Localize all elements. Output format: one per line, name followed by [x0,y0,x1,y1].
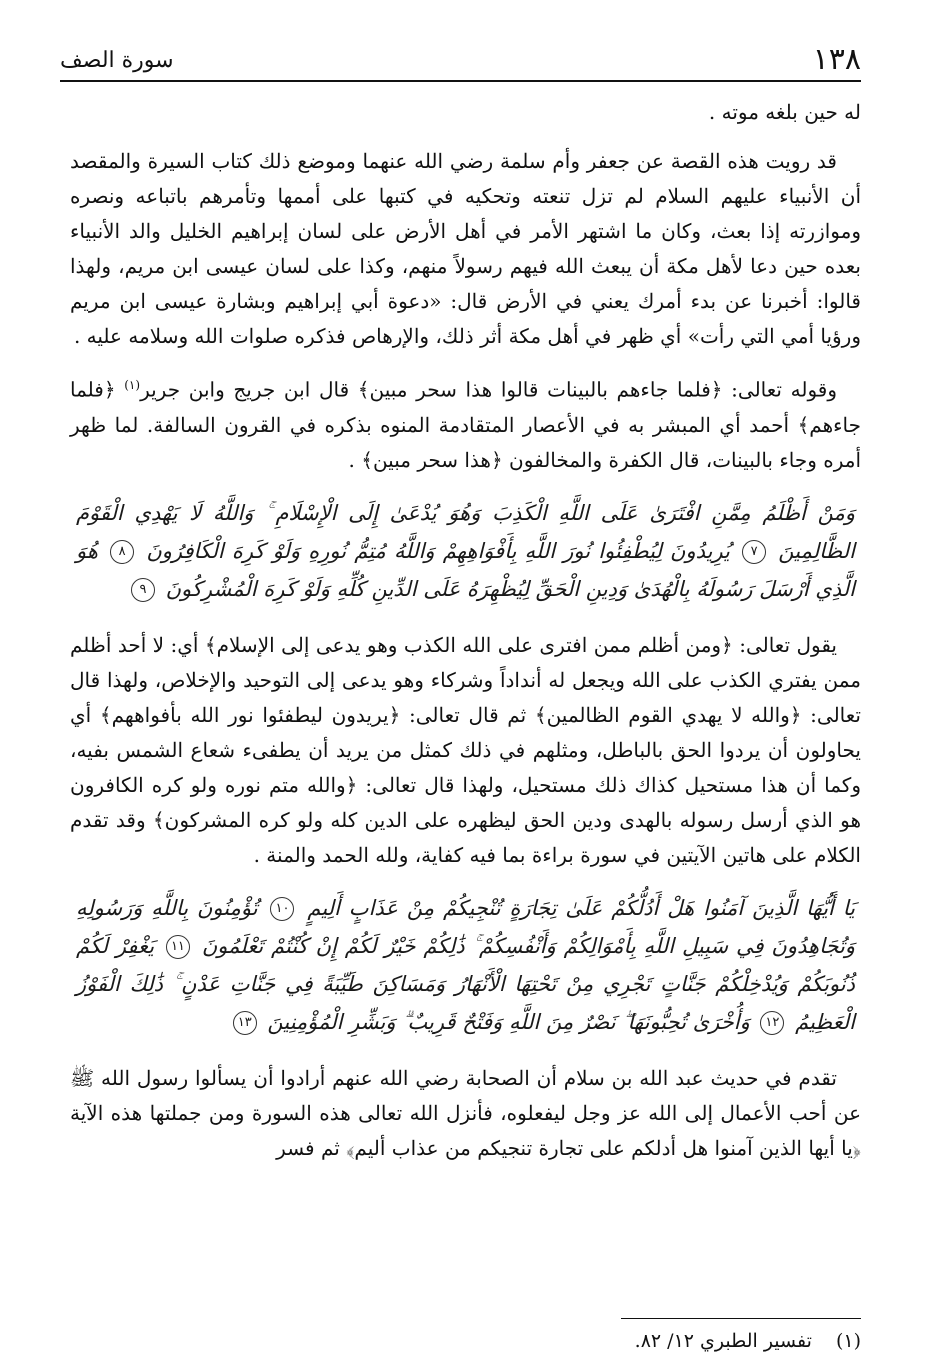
paragraph: قد رويت هذه القصة عن جعفر وأم سلمة رضي الله عنهما وموضع ذلك كتاب السيرة والمقصد أن الأنبياء عليهم السلام لم تزل تنعته وتحكيه في كتبها على أممها وتأمرهم باتباعه ونصره وموازرته إذا بعث، وكان ما اشتهر الأمر في أهل الأرض على لسان إبراهيم الخليل والد الأنبياء بعده حين دعا لأهل مكة أن يبعث الله فيهم رسولاً منهم، وكذا على لسان عيسى ابن مريم، ولهذا قالوا: أخبرنا عن بدء أمرك يعني في الأرض قال: «دعوة أبي إبراهيم وبشارة عيسى ابن مريم ورؤيا أمي التي رأت» أي ظهر في أهل مكة أثر ذلك، والإرهاص فذكره صلوات الله وسلامه عليه . [70,149,861,348]
ayah-number-marker: ٧ [742,540,766,564]
quran-verse: يَا أَيُّهَا الَّذِينَ آمَنُوا هَلْ أَدُلُّكُمْ عَلَىٰ تِجَارَةٍ تُنْجِيكُمْ مِنْ عَذَابٍ أَلِيمٍ [307,895,855,920]
quran-verse: وَمَنْ أَظْلَمُ مِمَّنِ افْتَرَىٰ عَلَى اللَّهِ الْكَذِبَ وَهُوَ يُدْعَىٰ إِلَى الْإِسْلَامِ ۚ وَاللَّهُ لَا يَهْدِي الْقَوْمَ الظَّالِمِينَ [76,500,855,563]
footnote-reference: (١) [124,378,141,392]
footnote [70,1327,861,1355]
ayah-number-marker: ٩ [131,578,155,602]
paragraph: له حين بلغه موته . [708,100,861,124]
paragraph: يقول تعالى: ﴿ومن أظلم ممن افترى على الله الكذب وهو يدعى إلى الإسلام﴾ أي: لا أحد أظلم ممن يفتري الكذب على الله ويجعل له أنداداً وشركاء وهو يدعى إلى التوحيد والإخلاص، ولهذا قال تعالى: ﴿والله لا يهدي القوم الظالمين﴾ ثم قال تعالى: ﴿يريدون ليطفئوا نور الله بأفواههم﴾ أي يحاولون أن يردوا الحق بالباطل، ومثلهم في ذلك كمثل من يريد أن يطفىء شعاع الشمس بفيه، وكما أن هذا مستحيل كذاك ذلك مستحيل، ولهذا قال تعالى: ﴿والله متم نوره ولو كره الكافرون هو الذي أرسل رسوله بالهدى ودين الحق ليظهره على الدين كله ولو كره المشركون﴾ وقد تقدم الكلام على هاتين الآيتين في سورة براءة بما فيه كفاية، ولله الحمد والمنة . [70,632,861,867]
page-header [60,40,861,82]
ayah-number-marker: ٨ [110,540,134,564]
page-number: ١٣٨ [812,42,861,77]
ayah-number-marker: ١٠ [270,897,294,921]
paragraph-text: وقوله تعالى: ﴿فلما جاءهم بالبينات قالوا هذا سحر مبين﴾ قال ابن جريج وابن جرير [140,377,838,402]
main-text [70,95,861,1180]
quran-verse: هُوَ الَّذِي أَرْسَلَ رَسُولَهُ بِالْهُدَىٰ وَدِينِ الْحَقِّ لِيُظْهِرَهُ عَلَى الدِّينِ كُلِّهِ وَلَوْ كَرِهَ الْمُشْرِكُونَ [76,538,855,601]
ayah-number-marker: ١١ [166,935,190,959]
running-title: سورة الصف [60,48,174,73]
quran-verses-block [70,492,861,610]
footnote-mark: (١) [835,1330,861,1352]
quran-verse: يُرِيدُونَ لِيُطْفِئُوا نُورَ اللَّهِ بِأَفْوَاهِهِمْ وَاللَّهُ مُتِمُّ نُورِهِ وَلَوْ كَرِهَ الْكَافِرُونَ [146,538,730,563]
footnote-text: تفسير الطبري ١٢/ ٨٢. [634,1330,812,1352]
paragraph-text: ﴿فلما جاءهم﴾ أحمد أي المبشر به في الأعصار المتقادمة المنوه بذكره في القرون السالفة. لما ظهر أمره وجاء بالبينات، قال الكفرة والمخالفون ﴿هذا سحر مبين﴾ . [70,377,861,472]
ayah-number-marker: ١٣ [233,1011,257,1035]
quran-verse: تُؤْمِنُونَ بِاللَّهِ وَرَسُولِهِ وَتُجَاهِدُونَ فِي سَبِيلِ اللَّهِ بِأَمْوَالِكُمْ وَأَنْفُسِكُمْ ۚ ذَٰلِكُمْ خَيْرٌ لَكُمْ إِنْ كُنْتُمْ تَعْلَمُونَ [76,895,856,958]
quran-verse: وَأُخْرَىٰ تُحِبُّونَهَا ۖ نَصْرٌ مِنَ اللَّهِ وَفَتْحٌ قَرِيبٌ ۗ وَبَشِّرِ الْمُؤْمِنِينَ [267,1009,750,1034]
quran-verse: يَغْفِرْ لَكُمْ ذُنُوبَكُمْ وَيُدْخِلْكُمْ جَنَّاتٍ تَجْرِي مِنْ تَحْتِهَا الْأَنْهَارُ وَمَسَاكِنَ طَيِّبَةً فِي جَنَّاتِ عَدْنٍ ۚ ذَٰلِكَ الْفَوْزُ الْعَظِيمُ [76,933,855,1034]
footnote-divider [621,1318,861,1319]
paragraph: تقدم في حديث عبد الله بن سلام أن الصحابة رضي الله عنهم أرادوا أن يسألوا رسول الله ﷺ عن أحب الأعمال إلى الله عز وجل ليفعلوه، فأنزل الله تعالى هذه السورة ومن جملتها هذه الآية ﴿يا أيها الذين آمنوا هل أدلكم على تجارة تنجيكم من عذاب أليم﴾ ثم فسر [70,1065,861,1160]
ayah-number-marker: ١٢ [760,1011,784,1035]
quran-verses-block [70,887,861,1043]
paragraph [70,368,861,478]
